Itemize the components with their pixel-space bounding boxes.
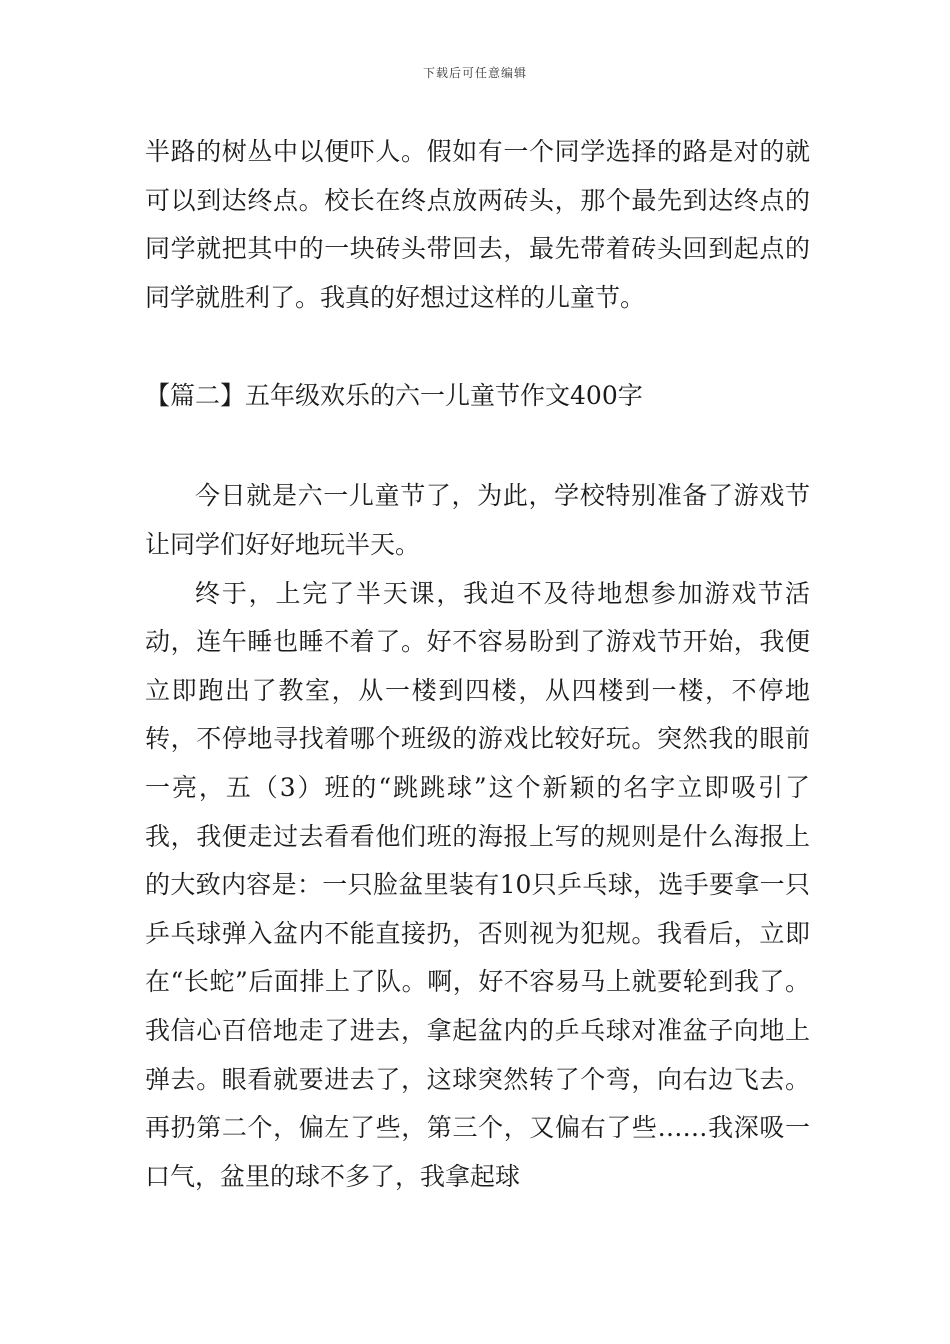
document-body bbox=[145, 128, 810, 1201]
page-header-note: 下载后可任意编辑 bbox=[422, 66, 527, 80]
continued-paragraph: 半路的树丛中以便吓人。假如有一个同学选择的路是对的就可以到达终点。校长在终点放两砖头，那个最先到达终点的同学就把其中的一块砖头带回去，最先带着砖头回到起点的同学就胜利了。我真的好想过这样的儿童节。 bbox=[145, 137, 810, 312]
body-paragraph-1: 今日就是六一儿童节了，为此，学校特别准备了游戏节让同学们好好地玩半天。 bbox=[145, 481, 810, 559]
section-title: 【篇二】五年级欢乐的六一儿童节作文400字 bbox=[145, 381, 643, 411]
body-paragraph-2: 终于，上完了半天课，我迫不及待地想参加游戏节活动，连午睡也睡不着了。好不容易盼到了游戏节开始，我便立即跑出了教室，从一楼到四楼，从四楼到一楼，不停地转，不停地寻找着哪个班级的游戏比较好玩。突然我的眼前一亮，五（3）班的“跳跳球”这个新颖的名字立即吸引了我，我便走过去看看他们班的海报上写的规则是什么海报上的大致内容是：一只脸盆里装有10只乒乓球，选手要拿一只乒乓球弹入盆内不能直接扔，否则视为犯规。我看后，立即在“长蛇”后面排上了队。啊，好不容易马上就要轮到我了。我信心百倍地走了进去，拿起盆内的乒乓球对准盆子向地上弹去。眼看就要进去了，这球突然转了个弯，向右边飞去。再扔第二个，偏左了些，第三个，又偏右了些……我深吸一口气，盆里的球不多了，我拿起球 bbox=[145, 578, 810, 1191]
